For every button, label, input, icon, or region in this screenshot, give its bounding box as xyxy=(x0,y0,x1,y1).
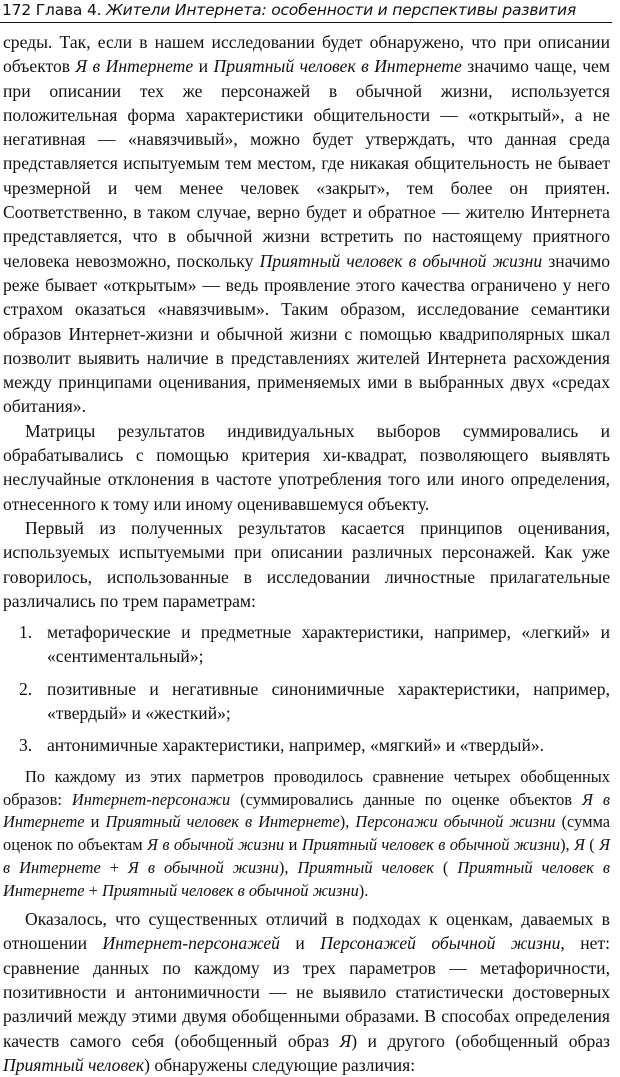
chapter-label: Глава 4. xyxy=(35,1,102,19)
list-item-number: 2. xyxy=(19,678,33,699)
italic-term: Приятный человек в Интернете xyxy=(105,812,340,832)
list-item xyxy=(3,733,610,757)
text-run: Первый из полученных результатов касается принципов оценивания, используемых испытуемыми при описании различных персонажей. Как уже говорилось, использованные в исследовании личностные прилагательные различались по трем параметрам: xyxy=(3,517,610,611)
paragraph-3 xyxy=(3,516,610,613)
paragraph-2 xyxy=(3,419,610,516)
italic-term: Интернет-персонажей xyxy=(102,933,280,954)
italic-term: Приятный человек xyxy=(3,1054,145,1075)
chapter-title: Жители Интернета: особенности и перспективы развития xyxy=(106,1,576,19)
text-run: Оказалось, что существенных отличий в подходах к оценкам, даваемых в отношении xyxy=(3,909,610,954)
list-item xyxy=(3,677,610,726)
italic-term: Я в Интернете xyxy=(75,56,194,77)
italic-term: Я в обычной жизни xyxy=(147,835,285,855)
italic-term: Я xyxy=(339,1030,352,1051)
text-run: значимо чаще, чем при описании тех же персонажей в обычной жизни, используется положительная форма характеристики общительности — «открытый», а не негативная — «навязчивый», можно будет утверждать, что данная среда представляется испытуемым тем местом, где никакая общительность не бывает чрезмерной и чем менее человек «закрыт», тем более он приятен. Соответственно, в таком случае, верно будет и обратное — жителю Интернета представляется, что в обычной жизни встретить по настоящему приятного человека невозможно, поскольку xyxy=(3,56,610,271)
text-run: (суммировались данные по оценке объектов xyxy=(230,789,583,809)
page-number: 172 xyxy=(2,1,31,19)
text-run: ) и другого (обобщенный образ xyxy=(351,1030,610,1051)
italic-term: Я в Интернете xyxy=(3,789,610,832)
text-run: ), xyxy=(560,835,575,855)
italic-term: Приятный человек в Интернете xyxy=(213,56,462,77)
running-header xyxy=(0,0,612,23)
text-run: + xyxy=(84,881,103,901)
text-run: , нет: сравнение данных по каждому из трех параметров — метафоричности, позитивности и антонимичности — не выявило статистически достоверных различий между этими двумя обобщенными образами. В способах определения качеств самого себя (обобщенный образ xyxy=(3,933,610,1051)
paragraph-5 xyxy=(3,907,610,1077)
italic-term: Персонажей обычной жизни xyxy=(320,933,561,954)
header-text xyxy=(2,1,576,19)
italic-term: Приятный человек xyxy=(297,858,434,878)
italic-term: Я в обычной жизни xyxy=(128,858,279,878)
text-run: и xyxy=(279,933,321,954)
body-text xyxy=(3,30,610,1077)
text-run: + xyxy=(100,858,129,878)
text-run: Матрицы результатов индивидуальных выборов суммировались и обрабатывались с помощью критерия хи-квадрат, позволяющего выявлять неслучайные отклонения в частоте употребления того или иного определения, отнесенного к тому или иному оценивавшемуся объекту. xyxy=(3,420,610,514)
text-run: и xyxy=(193,56,214,77)
text-run: (сумма оценок по объектам xyxy=(3,812,610,855)
text-run: ). xyxy=(358,881,369,901)
italic-term: Приятный человек в обычной жизни xyxy=(259,250,543,271)
text-run: По каждому из этих парметров проводилось сравнение четырех обобщенных образов: xyxy=(3,766,610,809)
italic-term: Приятный человек в обычной жизни xyxy=(102,881,359,901)
italic-term: Я xyxy=(574,835,585,855)
text-run: значимо реже бывает «открытым» — ведь проявление этого качества ограничено у него страхом оказаться «навязчивым». Таким образом, исследование семантики образов Интернет-жизни и обычной жизни с помощью квадриполярных шкал позволит выявить наличие в представлениях жителей Интернета расхождения между принципами оценивания, применяемых ими в выбранных двух «средах обитания». xyxy=(3,250,611,417)
italic-term: Я в Интернете xyxy=(3,835,611,878)
list-item-text: антонимичные характеристики, например, «мягкий» и «твердый». xyxy=(47,735,545,756)
text-run: ), xyxy=(339,812,356,832)
text-run: ( xyxy=(433,858,458,878)
text-run: и xyxy=(84,812,106,832)
paragraph-4 xyxy=(3,766,610,903)
text-run: и xyxy=(284,835,302,855)
paragraph-1 xyxy=(3,30,610,419)
list-item-text: метафорические и предметные характеристики, например, «легкий» и «сентиментальный»; xyxy=(47,622,610,667)
list-item xyxy=(3,620,610,669)
text-run: среды. Так, если в нашем исследовании будет обнаружено, что при описании объектов xyxy=(3,32,610,77)
italic-term: Приятный человек в обычной жизни xyxy=(301,835,561,855)
list-item-text: позитивные и негативные синонимичные характеристики, например, «твердый» и «жесткий»; xyxy=(47,678,610,724)
list-item-number: 1. xyxy=(19,622,33,643)
text-run: ( xyxy=(584,835,600,855)
italic-term: Персонажи обычной жизни xyxy=(355,812,556,832)
text-run: ), xyxy=(278,858,298,878)
italic-term: Приятный человек в Интернете xyxy=(3,858,610,901)
parameter-list xyxy=(3,620,610,757)
text-run: ) обнаружены следующие различия: xyxy=(144,1054,416,1075)
list-item-number: 3. xyxy=(19,735,33,756)
italic-term: Интернет-персонажи xyxy=(71,789,231,809)
